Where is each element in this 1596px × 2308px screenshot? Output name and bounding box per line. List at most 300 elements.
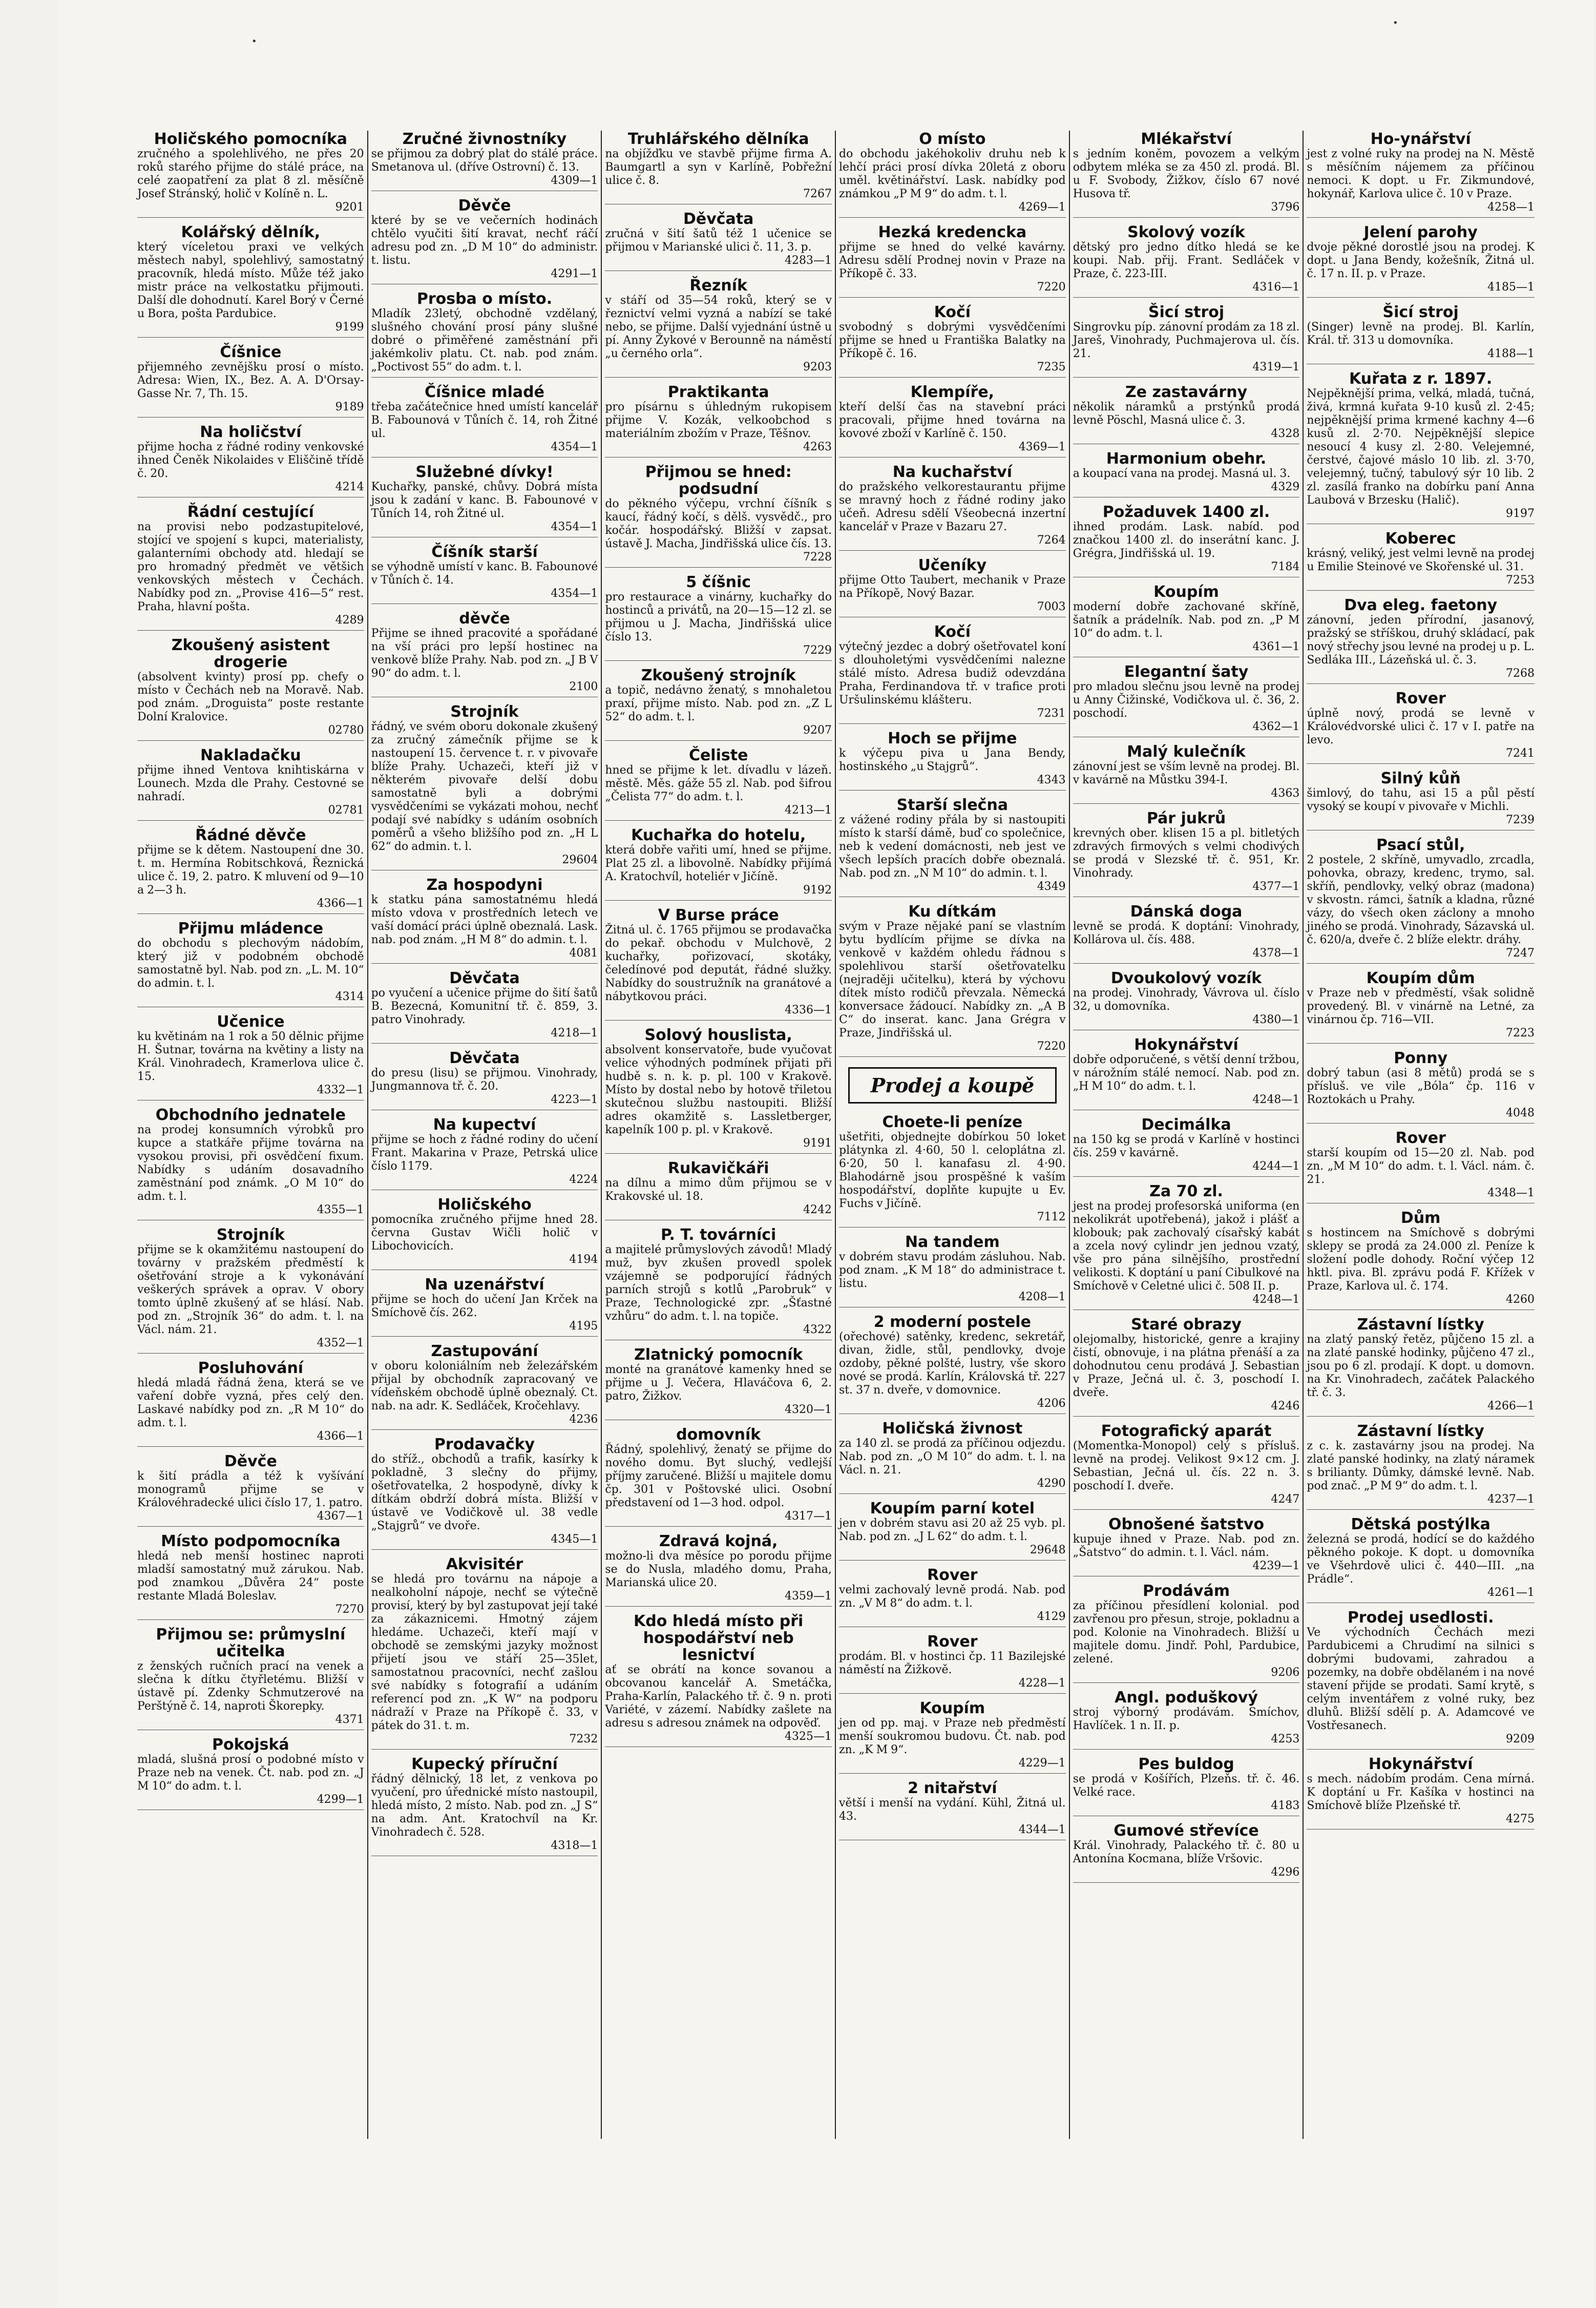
classified-ad bbox=[137, 920, 364, 1007]
ad-body: prodám. Bl. v hostinci čp. 11 Bazilejské náměstí na Žižkově. bbox=[839, 1650, 1066, 1676]
ad-heading: Zkoušený strojník bbox=[641, 667, 796, 684]
ad-reference-number: 4208—1 bbox=[1018, 1291, 1066, 1303]
column-2 bbox=[368, 131, 602, 2139]
ad-heading: Rover bbox=[927, 1633, 978, 1651]
classified-ad bbox=[1073, 304, 1300, 378]
ad-heading: Dvoukolový vozík bbox=[1110, 969, 1262, 987]
ad-heading: Děvče bbox=[458, 197, 511, 215]
classified-ad bbox=[605, 131, 832, 204]
ad-heading: Obchodního jednatele bbox=[155, 1106, 346, 1124]
classified-ad bbox=[605, 1533, 832, 1607]
classified-ad bbox=[137, 1626, 364, 1730]
ad-reference-number: 4183 bbox=[1271, 1799, 1300, 1812]
ad-reference-number: 4322 bbox=[803, 1323, 832, 1336]
ad-heading: Řezník bbox=[689, 277, 747, 295]
ad-body: v stáří od 35—54 roků, který se v řeznictví velmi vyzná a nabízí se také nebo, se přijme. Další vyjednání ústně u pí. Anny Žykové v Berounně na náměstí „u černého orla“. bbox=[605, 294, 832, 360]
ad-reference-number: 4290 bbox=[1037, 1477, 1066, 1490]
ad-body: krásný, veliký, jest velmi levně na prodej u Emilie Steinové ve Skořenské ul. 31. bbox=[1307, 547, 1535, 573]
column-6 bbox=[1304, 131, 1538, 2139]
ad-divider bbox=[1307, 1416, 1535, 1417]
ad-reference-number: 4223—1 bbox=[551, 1093, 598, 1106]
ad-body: Žitná ul. č. 1765 přijmou se prodavačka do pekař. obchodu v Mulchově, 2 kuchařky, pořizovací, skotáky, čeledínové pod deputát, řádné služky. Nabídky do soustružník na granátové a nábytkovou práci. bbox=[605, 924, 832, 1003]
classified-ad bbox=[1073, 1516, 1300, 1576]
classified-ad bbox=[371, 877, 598, 964]
column-3 bbox=[602, 131, 836, 2139]
ad-divider bbox=[137, 820, 364, 821]
classified-ad bbox=[1307, 837, 1535, 964]
ad-divider bbox=[137, 913, 364, 914]
ad-heading: Na kupectví bbox=[433, 1116, 536, 1134]
ad-heading: O místo bbox=[919, 131, 986, 148]
classified-ad bbox=[1073, 1183, 1300, 1310]
ad-body: do stříž., obchodů a trafik, kasírky k pokladně, 3 slečny do přijmy, ošetřovatelka, 2 hospodyně, dívky k dítkám obdrží dobrá místa. Bližší v ústavě ve Vodičkově ul. 38 vedle „Stajgrů“ ve dvoře. bbox=[371, 1453, 598, 1532]
classified-ad bbox=[1073, 504, 1300, 577]
ad-body: do presu (lisu) se přijmou. Vinohrady, Jungmannova tř. č. 20. bbox=[371, 1067, 598, 1093]
ad-divider bbox=[605, 1606, 832, 1607]
ad-reference-number: 4195 bbox=[569, 1320, 598, 1333]
ad-reference-number: 7229 bbox=[803, 644, 832, 657]
ad-reference-number: 7228 bbox=[803, 551, 832, 564]
ad-body: ku květinám na 1 rok a 50 dělnic přijme H. Šutnar, továrna na květiny a listy na Král. Vinohradech, Kramerlova ulice č. 15. bbox=[137, 1030, 364, 1083]
ad-reference-number: 4318—1 bbox=[551, 1839, 598, 1852]
ad-reference-number: 4237—1 bbox=[1487, 1493, 1535, 1506]
ad-body: jen v dobrém stavu asi 20 až 25 vyb. pl. Nab. pod zn. „J L 62“ do adm. t. l. bbox=[839, 1517, 1066, 1543]
classified-ad bbox=[137, 344, 364, 418]
ad-body: (absolvent kvinty) prosí pp. chefy o místo v Čechách neb na Moravě. Nab. pod znám. „Droguista“ poste restante Dolní Kralovice. bbox=[137, 671, 364, 723]
ad-heading: Řádné děvče bbox=[195, 826, 306, 844]
ad-body: do pražského velkorestaurantu přijme se mravný hoch z řádné rodiny jako učeň. Adresu sdělí Všeobecná inzertní kancelář v Praze v Bazaru 27. bbox=[839, 481, 1066, 533]
ad-body: přijme Otto Taubert, mechanik v Praze na Příkopě, Nový Bazar. bbox=[839, 574, 1066, 600]
ad-body: možno-li dva měsíce po porodu přijme se do Nusla, mladého domu, Praha, Marianská ulice 20. bbox=[605, 1550, 832, 1589]
ad-body: k šití prádla a též k vyšívání monogramů přijme se v Královéhradecké ulici číslo 17, 1. patro. bbox=[137, 1470, 364, 1509]
ad-divider bbox=[137, 337, 364, 338]
ad-reference-number: 4348—1 bbox=[1487, 1187, 1535, 1199]
ad-heading: domovník bbox=[676, 1426, 761, 1444]
ad-heading: Pokojská bbox=[212, 1736, 289, 1754]
print-speck-icon: · bbox=[1392, 11, 1399, 35]
ad-body: kupuje ihned v Praze. Nab. pod zn. „Šatstvo“ do admin. t. l. Václ. nám. bbox=[1073, 1533, 1300, 1559]
ad-divider bbox=[605, 567, 832, 568]
ad-heading: Rover bbox=[1395, 690, 1446, 708]
ad-reference-number: 4366—1 bbox=[317, 897, 364, 910]
ad-heading: Číšník starší bbox=[431, 543, 538, 561]
print-speck-icon: · bbox=[251, 30, 258, 53]
classified-ad bbox=[371, 1343, 598, 1430]
classified-ad bbox=[1073, 450, 1300, 497]
ad-reference-number: 2100 bbox=[569, 680, 598, 693]
ad-heading: P. T. továrníci bbox=[661, 1226, 776, 1244]
classified-ad bbox=[1307, 970, 1535, 1044]
classified-ad bbox=[1307, 1756, 1535, 1829]
ad-reference-number: 7223 bbox=[1506, 1027, 1535, 1039]
classified-ad bbox=[137, 1736, 364, 1810]
ad-reference-number: 4367—1 bbox=[317, 1510, 364, 1523]
ad-reference-number: 7112 bbox=[1037, 1211, 1066, 1223]
classified-ad bbox=[839, 1420, 1066, 1494]
ad-heading: Praktikanta bbox=[667, 383, 769, 401]
ad-reference-number: 9189 bbox=[335, 401, 364, 413]
ad-body: se prodá v Košířích, Plzeňs. tř. č. 46. Velké race. bbox=[1073, 1773, 1300, 1799]
ad-body: který víceletou praxi ve velkých městech nabyl, spolehlivý, samostatný pracovník, hledá místo. Může též jako mistr práce na velkostatku přijmouti. Další dle dohodnutí. Karel Borý v Černé u Bora, pošta Pardubice. bbox=[137, 241, 364, 320]
ad-reference-number: 4380—1 bbox=[1252, 1013, 1300, 1026]
classified-ad bbox=[1073, 970, 1300, 1030]
ad-heading: Na uzenářství bbox=[425, 1276, 544, 1294]
ad-reference-number: 4081 bbox=[569, 947, 598, 960]
ad-body: šimlový, do tahu, asi 15 a půl pěstí vysoký se koupí v pivovaře v Michli. bbox=[1307, 787, 1535, 813]
ad-divider bbox=[371, 1336, 598, 1337]
classified-ad bbox=[839, 464, 1066, 551]
ad-body: jest z volné ruky na prodej na N. Městě s měsíčním nájemem za příčinou nemoci. K dopt. u Fr. Zikmundové, hokynář, Karlova ulice č. 10 v Praze. bbox=[1307, 148, 1535, 200]
ad-heading: Nakladačku bbox=[200, 746, 301, 764]
ad-body: a topič, nedávno ženatý, s mnohaletou praxí, přijme místo. Nab. pod zn. „Z L 52“ do adm. t. l. bbox=[605, 684, 832, 723]
classified-ad bbox=[839, 304, 1066, 378]
ad-reference-number: 7220 bbox=[1037, 1040, 1066, 1053]
ad-reference-number: 4345—1 bbox=[551, 1533, 598, 1546]
ad-body: a majitelé průmyslových závodů! Mladý muž, byv zkušen provedl spolek vzájemně se podporující řádných parních strojů s kotlů „Parobruk“ v Praze, Technologické zpr. „Šťastné vzhůru“ do adm. t. l. na topiče. bbox=[605, 1243, 832, 1323]
ad-reference-number: 4247 bbox=[1271, 1493, 1300, 1506]
ad-heading: Učeníky bbox=[918, 556, 987, 574]
ad-reference-number: 4194 bbox=[569, 1253, 598, 1266]
classified-ad bbox=[605, 1226, 832, 1340]
ad-reference-number: 4325—1 bbox=[785, 1730, 832, 1743]
ad-reference-number: 02780 bbox=[328, 724, 364, 737]
ad-divider bbox=[605, 457, 832, 458]
ad-body: s jedním koněm, povozem a velkým odbytem mléka se za 450 zl. prodá. Bl. u F. Svobody, Žižkov, číslo 67 nové Husova tř. bbox=[1073, 148, 1300, 200]
ad-reference-number: 4269—1 bbox=[1018, 201, 1066, 214]
ad-body: monté na granátové kamenky hned se přijme u J. Večera, Hlaváčova 6, 2. patro, Žižkov. bbox=[605, 1363, 832, 1403]
ad-reference-number: 7241 bbox=[1506, 747, 1535, 760]
ad-divider bbox=[1073, 1416, 1300, 1417]
ad-body: řádný, ve svém oboru dokonale zkušený za zručný zámečník přijme se k nastoupení 15. července t. r. v pivovaře blíže Prahy. Uchazeči, kteří již v některém pivovaře delší dobu samostatně byli a dobrými vysvědčeními se vykázati mohou, nechť podají své nabídky s udáním osobních poměrů a všeho bližšího pod zn. „H L 62“ do admin. t. l. bbox=[371, 720, 598, 853]
ad-reference-number: 4352—1 bbox=[317, 1337, 364, 1349]
ad-heading: Holičská živnost bbox=[882, 1420, 1023, 1438]
ad-heading: Kočí bbox=[934, 303, 971, 321]
ad-divider bbox=[1307, 683, 1535, 684]
ad-divider bbox=[1073, 1509, 1300, 1510]
ad-reference-number: 4236 bbox=[569, 1413, 598, 1426]
ad-divider bbox=[1307, 1043, 1535, 1044]
ad-reference-number: 4329 bbox=[1271, 481, 1300, 493]
ad-reference-number: 7232 bbox=[569, 1733, 598, 1745]
column-4 bbox=[836, 131, 1070, 2139]
ad-heading: Dům bbox=[1400, 1209, 1441, 1227]
classified-ad bbox=[1307, 530, 1535, 591]
classified-ad bbox=[839, 1633, 1066, 1694]
classified-ad bbox=[137, 1226, 364, 1354]
ad-divider bbox=[371, 1043, 598, 1044]
classified-ad bbox=[137, 827, 364, 914]
ad-body: na dílnu a mimo dům přijmou se v Krakovské ul. 18. bbox=[605, 1177, 832, 1203]
ad-divider bbox=[839, 790, 1066, 791]
ad-reference-number: 4354—1 bbox=[551, 521, 598, 533]
ad-heading: Holičského pomocníka bbox=[154, 131, 348, 148]
ad-body: do obchodu s plechovým nádobím, který již v podobném obchodě samostatně byl. Nab. pod zn. „L. M. 10“ do admin. t. l. bbox=[137, 937, 364, 990]
classified-ad bbox=[137, 224, 364, 338]
ad-reference-number: 4377—1 bbox=[1252, 880, 1300, 893]
ad-body: přijme se k okamžitému nastoupení do továrny v pražském předměstí k ošetřování stroje a k vykonávání veškerých správek a oprav. V obory tomto úplně zkušený ať se hlásí. Nab. pod zn. „Strojník 36“ do adm. t. l. na Václ. nám. 21. bbox=[137, 1243, 364, 1336]
ad-reference-number: 4332—1 bbox=[317, 1084, 364, 1096]
classified-ad bbox=[137, 504, 364, 631]
classified-ad bbox=[371, 1116, 598, 1190]
ad-divider bbox=[1307, 1509, 1535, 1510]
ad-reference-number: 4260 bbox=[1506, 1293, 1535, 1306]
classified-ad bbox=[1307, 304, 1535, 364]
classified-ad bbox=[839, 1314, 1066, 1414]
ad-divider bbox=[839, 377, 1066, 378]
ad-body: na prodej. Vinohrady, Vávrova ul. číslo 32, u domovníka. bbox=[1073, 987, 1300, 1013]
ad-heading: Řádní cestující bbox=[187, 503, 314, 521]
classified-ad bbox=[605, 211, 832, 271]
classified-ad bbox=[839, 1700, 1066, 1774]
classified-ad bbox=[137, 424, 364, 497]
ad-heading: Klempíře, bbox=[910, 383, 995, 401]
ad-body: s hostincem na Smíchově s dobrými sklepy se prodá za 24.000 zl. Peníze k složení podle dohody. Roční výčep 12 hktl. piva. Bl. zprávu podá F. Křížek v Praze, Karlova ul. č. 174. bbox=[1307, 1226, 1535, 1293]
ad-heading: Na holičství bbox=[200, 423, 302, 441]
classified-ad bbox=[1307, 224, 1535, 298]
ad-heading: Za hospodyni bbox=[426, 876, 543, 894]
ad-body: se hledá pro továrnu na nápoje a nealkoholní nápoje, nechť se výtečně provisí, který by byl zastupovat její také za zákaznicemi. Hmotný zájem hledáme. Uchazeči, kteří mají v obchodě se zemskými jazyky možnost přijetí jsou ve stáří 25—35let, samostatnou pracovníci, nechť zašlou své nabídky s fotografií a udáním referencí pod zn. „K W“ na podporu nádraží v Praze na Příkopě č. 33, v pátek do 31. t. m. bbox=[371, 1573, 598, 1732]
ad-heading: Na tandem bbox=[905, 1233, 1000, 1251]
classified-ad bbox=[137, 637, 364, 741]
ad-reference-number: 4362—1 bbox=[1252, 720, 1300, 733]
classified-ad bbox=[839, 797, 1066, 897]
ad-divider bbox=[1307, 297, 1535, 298]
classified-ad bbox=[605, 1346, 832, 1420]
ad-body: zručného a spolehlivého, ne přes 20 roků starého přijme do stálé práce, na celé zaopatření za plat 8 zl. měsíčně Josef Stránský, holič v Kolíně n. L. bbox=[137, 148, 364, 200]
ad-body: Král. Vinohrady, Palackého tř. č. 80 u Antonína Kocmana, blíže Vršovic. bbox=[1073, 1839, 1300, 1865]
ad-heading: Hoch se přijme bbox=[888, 730, 1017, 747]
ad-body: výtečný jezdec a dobrý ošetřovatel koní s dlouholetými vysvědčeními nalezne stálé místo. Adresa budiž odevzdána Praha, Ferdinandova tř. v trafice proti Uršulinskému klášteru. bbox=[839, 640, 1066, 706]
ad-divider bbox=[839, 1056, 1066, 1057]
ad-reference-number: 7239 bbox=[1506, 814, 1535, 826]
classified-ad bbox=[137, 747, 364, 821]
ad-body: levně se prodá. K doptání: Vinohrady, Kollárova ul. čís. 488. bbox=[1073, 920, 1300, 946]
ad-heading: Starší slečna bbox=[896, 796, 1009, 814]
ad-divider bbox=[839, 550, 1066, 551]
ad-reference-number: 3796 bbox=[1271, 201, 1300, 214]
ad-body: hledá mladá řádná žena, která se ve vaření dobře vyzná, přes celý den. Laskavé nabídky pod zn. „R M 10“ do adm. t. l. bbox=[137, 1377, 364, 1429]
ad-heading: Číšnice bbox=[220, 343, 282, 361]
ad-heading: Kdo hledá místo při hospodářství neb lesnictví bbox=[634, 1612, 804, 1664]
ad-reference-number: 4366—1 bbox=[317, 1430, 364, 1443]
classified-ad bbox=[371, 384, 598, 458]
ad-reference-number: 4253 bbox=[1271, 1733, 1300, 1745]
ad-reference-number: 4316—1 bbox=[1252, 281, 1300, 294]
ad-body: ihned prodám. Lask. nabíd. pod značkou 1400 zl. do inserátní kanc. J. Grégra, Jindřišská ul. 19. bbox=[1073, 521, 1300, 560]
ad-body: na zlatý panský řetěz, půjčeno 15 zl. a na zlaté panské hodinky, půjčeno 47 zl., jsou po 6 zl. prodají. K dopt. u domovn. na Kr. Vinohradech, začátek Palackého tř. č. 3. bbox=[1307, 1333, 1535, 1399]
classified-ad bbox=[1073, 1036, 1300, 1110]
ad-body: na prodej konsumních výrobků pro kupce a statkáře přijme továrna na vysokou provisi, při osvědčení fixum. Nabídky s udáním dosavadního zaměstnání pod známk. „O M 10“ do adm. t. l. bbox=[137, 1124, 364, 1203]
ad-divider bbox=[839, 1560, 1066, 1561]
ad-body: po vyučení a učenice přijme do šití šatů B. Bezecná, Komunitní tř. č. 859, 3. patro Vinohrady. bbox=[371, 987, 598, 1026]
classified-ad bbox=[1073, 224, 1300, 298]
ad-heading: Akvisitér bbox=[446, 1555, 523, 1573]
section-heading-box: Prodej a koupě bbox=[848, 1067, 1057, 1104]
classified-ad bbox=[839, 1234, 1066, 1307]
ad-reference-number: 7247 bbox=[1506, 947, 1535, 960]
ad-divider bbox=[137, 217, 364, 218]
ad-heading: Hezká kredencka bbox=[878, 223, 1027, 241]
ad-body: se přijmou za dobrý plat do stálé práce. Smetanova ul. (dříve Ostrovní) č. 13. bbox=[371, 148, 598, 174]
ad-reference-number: 9206 bbox=[1271, 1666, 1300, 1679]
ad-body: s mech. nádobím prodám. Cena mírná. K doptání u Fr. Kašíka v hostinci na Smíchově blíže Plzeňské tř. bbox=[1307, 1773, 1535, 1812]
classified-ad bbox=[371, 703, 598, 870]
classified-ad bbox=[605, 667, 832, 741]
ad-body: dobrý tabun (asi 8 mětů) prodá se s přísluš. ve vile „Bóla“ čp. 116 v Roztokách u Prahy. bbox=[1307, 1067, 1535, 1106]
classified-ad bbox=[605, 1160, 832, 1220]
ad-heading: Dětská postýlka bbox=[1351, 1515, 1490, 1533]
ad-heading: Jelení parohy bbox=[1363, 223, 1478, 241]
ad-heading: Na kuchařství bbox=[892, 463, 1013, 481]
ad-divider bbox=[839, 1227, 1066, 1228]
ad-body: v dobrém stavu prodám zásluhou. Nab. pod znam. „K M 18“ do administrace t. listu. bbox=[839, 1251, 1066, 1290]
ad-body: několik náramků a prstýnků prodá levně Pöschl, Masná ulice č. 3. bbox=[1073, 401, 1300, 427]
ad-divider bbox=[137, 1619, 364, 1620]
ad-heading: Harmonium obehr. bbox=[1106, 450, 1267, 468]
classified-ad bbox=[371, 464, 598, 537]
ad-body: dvoje pěkné dorostlé jsou na prodej. K dopt. u Jana Bendy, kožešník, Žitná ul. č. 17 n. II. p. v Praze. bbox=[1307, 241, 1535, 280]
ad-reference-number: 4258—1 bbox=[1487, 201, 1535, 214]
ad-body: v oboru koloniálním neb železářském přijal by obchodník zapracovaný ve vídeňském obchodě úplně obeznalý. Ct. nab. na adr. K. Sedláček, Kročehlavy. bbox=[371, 1360, 598, 1412]
ad-body: z c. k. zastavárny jsou na prodej. Na zlaté panské hodinky, na zlatý náramek s brilianty. Důmky, dámské levně. Nab. pod znač. „P M 9“ do adm. t. l. bbox=[1307, 1440, 1535, 1492]
ad-body: se výhodně umístí v kanc. B. Fabounové v Tůních č. 14. bbox=[371, 560, 598, 587]
ad-reference-number: 4291—1 bbox=[551, 267, 598, 280]
ad-body: úplně nový, prodá se levně v Královédvorské ulici č. 17 v I. patře na levo. bbox=[1307, 707, 1535, 746]
ad-body: Přijme se ihned pracovité a spořádané na vší práci pro lepší hostinec na venkově blíže Prahy. Nab. pod zn. „J B V 90“ do adm. t. l. bbox=[371, 627, 598, 680]
ad-divider bbox=[605, 377, 832, 378]
ad-body: ať se obrátí na konce sovanou a obcovanou kancelář A. Smetáčka, Praha-Karlín, Palackého tř. č. 9 n. proti Variété, v zázemí. Nabídky zašlete na adresu s adresou známek na odpověď. bbox=[605, 1664, 832, 1730]
ad-heading: Rover bbox=[927, 1566, 978, 1584]
classified-ad bbox=[1307, 1130, 1535, 1203]
ad-heading: V Burse práce bbox=[658, 906, 779, 924]
ad-heading: Hokynářství bbox=[1134, 1036, 1238, 1054]
ad-heading: Ku dítkám bbox=[908, 903, 997, 921]
ad-heading: Mlékařství bbox=[1141, 131, 1232, 148]
ad-divider bbox=[605, 820, 832, 821]
ad-reference-number: 9191 bbox=[803, 1137, 832, 1150]
ad-divider bbox=[839, 1693, 1066, 1694]
classified-ad bbox=[371, 1436, 598, 1550]
ad-reference-number: 4355—1 bbox=[317, 1203, 364, 1216]
classified-ad bbox=[1073, 1689, 1300, 1750]
classified-ad bbox=[839, 903, 1066, 1057]
ad-heading: 5 číšnic bbox=[686, 573, 751, 591]
ad-heading: Koupím parní kotel bbox=[870, 1500, 1035, 1517]
ad-body: do obchodu jakéhokoliv druhu neb k lehčí práci prosí dívka 20letá z oboru uměl. květinářství. Lask. nabídky pod známkou „P M 9“ do adm. t. l. bbox=[839, 148, 1066, 200]
ad-body: za 140 zl. se prodá za příčinou odjezdu. Nab. pod zn. „O M 10“ do adm. t. l. na Václ. n. 21. bbox=[839, 1437, 1066, 1477]
ad-heading: Staré obrazy bbox=[1131, 1316, 1242, 1334]
ad-heading: Prodej usedlosti. bbox=[1347, 1609, 1494, 1627]
classified-ad bbox=[1073, 1116, 1300, 1177]
ad-reference-number: 4048 bbox=[1506, 1107, 1535, 1119]
ad-heading: Solový houslista, bbox=[644, 1026, 792, 1044]
classified-ad bbox=[1073, 1756, 1300, 1816]
ad-heading: Strojník bbox=[216, 1226, 285, 1244]
classified-ad bbox=[1307, 770, 1535, 830]
ad-reference-number: 4242 bbox=[803, 1203, 832, 1216]
ad-body: k výčepu piva u Jana Bendy, hostinského „u Stajgrů“. bbox=[839, 747, 1066, 773]
ad-body: pro písárnu s úhledným rukopisem přijme V. Kozák, velkoobchod s materiálním zbožím v Praze, Těšnov. bbox=[605, 401, 832, 440]
ad-heading: Posluhování bbox=[198, 1359, 304, 1377]
ad-body: pro mladou slečnu jsou levně na prodej u Anny Čižinské, Vodičkova ul. č. 36, 2. poschodí. bbox=[1073, 680, 1300, 720]
ad-reference-number: 4206 bbox=[1037, 1397, 1066, 1410]
ad-body: do pěkného výčepu, vrchní číšník s kaucí, řádný kočí, s dělš. vysvědč., pro kočár. hospodářský. Bližší v zapsat. ústavě J. Macha, Jindřišská ulice čís. 13. bbox=[605, 497, 832, 550]
ad-reference-number: 4185—1 bbox=[1487, 281, 1535, 294]
classified-ad bbox=[371, 1556, 598, 1750]
ad-body: hledá neb menší hostinec naproti mladší samostatný muž zárukou. Nab. pod znamkou „Důvěra 24“ poste restante Mladá Boleslav. bbox=[137, 1550, 364, 1603]
ad-heading: Gumové střevíce bbox=[1114, 1822, 1259, 1840]
ad-body: Singrovku píp. zánovní prodám za 18 zl. Jareš, Vinohrady, Puchmajerova ul. čís. 21. bbox=[1073, 321, 1300, 360]
ad-reference-number: 4314 bbox=[335, 990, 364, 1003]
ad-heading: Ponny bbox=[1394, 1049, 1448, 1067]
ad-body: (Singer) levně na prodej. Bl. Karlín, Král. tř. 313 u domovníka. bbox=[1307, 321, 1535, 347]
ad-heading: Ze zastavárny bbox=[1125, 383, 1248, 401]
ad-reference-number: 4248—1 bbox=[1252, 1093, 1300, 1106]
ad-divider bbox=[605, 900, 832, 901]
ad-divider bbox=[1307, 217, 1535, 218]
ad-divider bbox=[839, 723, 1066, 724]
ad-reference-number: 4343 bbox=[1037, 774, 1066, 786]
classified-ad bbox=[1073, 1822, 1300, 1883]
ad-divider bbox=[605, 740, 832, 741]
ad-heading: Kuchařka do hotelu, bbox=[631, 826, 806, 844]
ad-divider bbox=[371, 1749, 598, 1750]
ad-reference-number: 4371 bbox=[335, 1713, 364, 1726]
ad-heading: Děvčata bbox=[449, 1049, 520, 1067]
classified-ad bbox=[137, 1453, 364, 1527]
ad-reference-number: 4214 bbox=[335, 481, 364, 493]
classified-ad bbox=[1307, 690, 1535, 764]
classified-ad bbox=[605, 827, 832, 901]
ad-heading: děvče bbox=[459, 610, 510, 628]
ad-body: železná se prodá, hodící se do každého pěkného pokoje. K dopt. u domovníka ve Všehrdově ulici č. 440—III. „na Prádle“. bbox=[1307, 1533, 1535, 1586]
ad-heading: Přijmou se: průmyslní učitelka bbox=[156, 1626, 346, 1660]
ad-heading: Zručné živnostníky bbox=[402, 131, 567, 148]
ad-heading: Koupím bbox=[1153, 583, 1219, 601]
ad-heading: Dánská doga bbox=[1130, 903, 1243, 921]
ad-divider bbox=[137, 740, 364, 741]
ad-divider bbox=[137, 1526, 364, 1527]
ad-reference-number: 4363 bbox=[1271, 787, 1300, 800]
ad-body: na objížďku ve stavbě přijme firma A. Baumgartl a syn v Karlíně, Pobřežní ulice č. 8. bbox=[605, 148, 832, 187]
ad-reference-number: 4344—1 bbox=[1018, 1823, 1066, 1836]
ad-body: na 150 kg se prodá v Karlíně v hostinci čís. 259 v kavárně. bbox=[1073, 1133, 1300, 1159]
ad-divider bbox=[1307, 590, 1535, 591]
classified-ad bbox=[1073, 131, 1300, 218]
ad-reference-number: 4299—1 bbox=[317, 1793, 364, 1806]
ad-reference-number: 9197 bbox=[1506, 507, 1535, 520]
ad-reference-number: 02781 bbox=[328, 804, 364, 817]
ad-reference-number: 4349 bbox=[1037, 880, 1066, 893]
ad-body: přijme se hned do velké kavárny. Adresu sdělí Prodnej novin v Praze na Příkopě č. 33. bbox=[839, 241, 1066, 280]
classified-ad bbox=[605, 907, 832, 1021]
ad-body: olejomalby, historické, genre a krajiny čistí, obnovuje, i na plátna přenáší a za dohodnutou cenu prodává J. Sebastian v Praze, Ječná ul. č. 3, poschodí I. dveře. bbox=[1073, 1333, 1300, 1399]
classified-ad bbox=[1073, 1423, 1300, 1510]
ad-body: svobodný s dobrými vysvědčeními přijme se hned u Františka Balatky na Příkopě č. 16. bbox=[839, 321, 1066, 360]
classified-ad bbox=[371, 544, 598, 604]
ad-divider bbox=[1073, 1309, 1300, 1310]
ad-divider bbox=[839, 217, 1066, 218]
ad-divider bbox=[137, 1446, 364, 1447]
ad-reference-number: 4228—1 bbox=[1018, 1677, 1066, 1690]
ad-reference-number: 4218—1 bbox=[551, 1027, 598, 1039]
ad-body: přijme se hoch do učení Jan Krček na Smíchově čís. 262. bbox=[371, 1293, 598, 1319]
ad-reference-number: 4296 bbox=[1271, 1866, 1300, 1879]
ad-heading: Zdravá kojná, bbox=[659, 1532, 778, 1550]
ad-heading: Zástavní lístky bbox=[1357, 1316, 1484, 1334]
ad-reference-number: 4229—1 bbox=[1018, 1757, 1066, 1770]
ad-divider bbox=[605, 1020, 832, 1021]
